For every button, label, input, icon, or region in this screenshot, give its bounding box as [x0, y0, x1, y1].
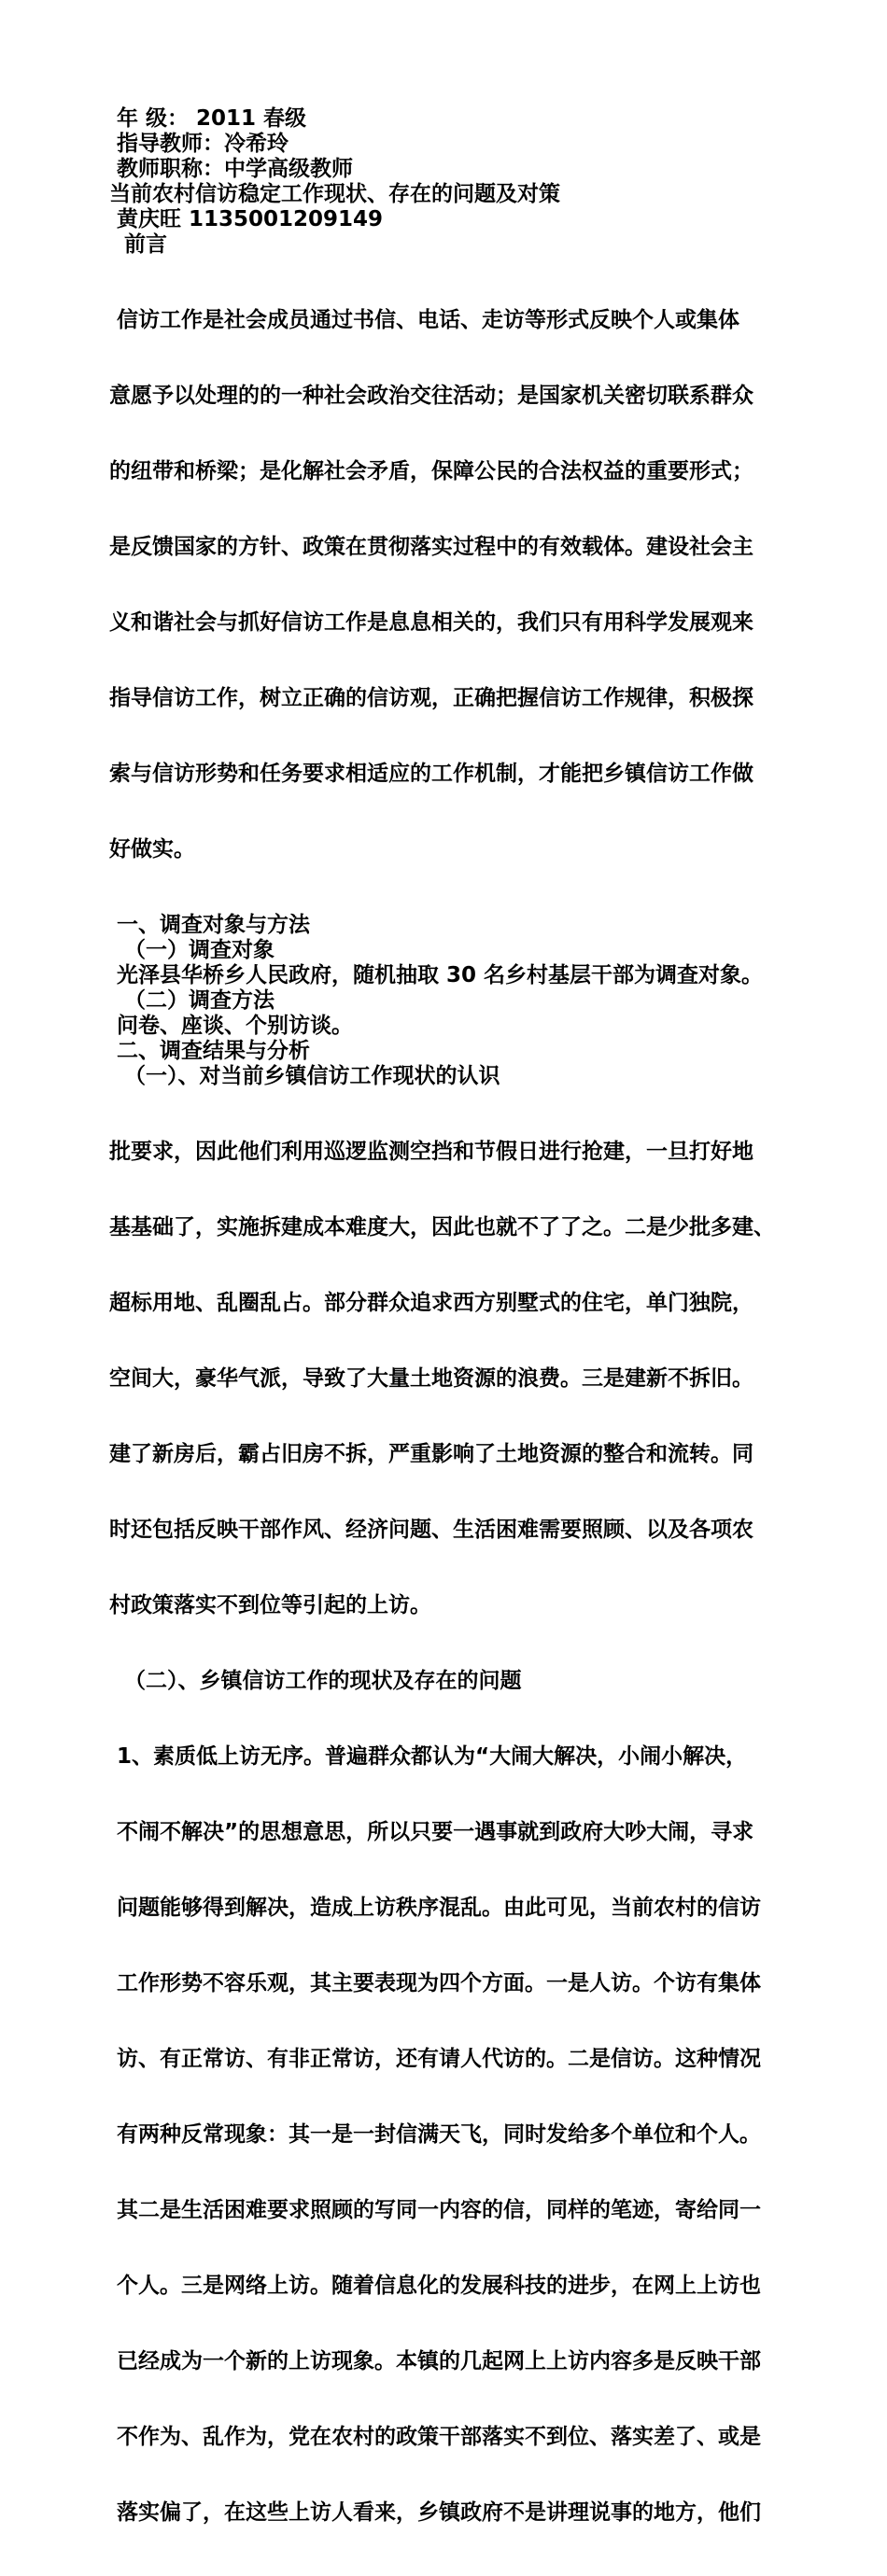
paragraph-line: 个人。三是网络上访。随着信息化的发展科技的进步，在网上上访也	[109, 2274, 762, 2298]
paper-title: 当前农村信访稳定工作现状、存在的问题及对策	[109, 182, 560, 206]
section-heading: 二、调查结果与分析	[109, 1039, 311, 1063]
paragraph-line: 基基础了，实施拆建成本难度大，因此也就不了了之。二是少批多建、	[109, 1215, 775, 1239]
paragraph-line: 不作为、乱作为，党在农村的政策干部落实不到位、落实差了、或是	[109, 2425, 762, 2449]
paragraph-line: 空间大，豪华气派，导致了大量土地资源的浪费。三是建新不拆旧。	[109, 1366, 753, 1391]
subsection-heading: （一）、对当前乡镇信访工作现状的认识	[109, 1064, 500, 1088]
subsection-text: 光泽县华桥乡人民政府，随机抽取 30 名乡村基层干部为调查对象。	[109, 963, 764, 987]
paragraph-line: 意愿予以处理的的一种社会政治交往活动；是国家机关密切联系群众	[109, 384, 753, 408]
paragraph-line: 是反馈国家的方针、政策在贯彻落实过程中的有效载体。建设社会主	[109, 535, 753, 559]
paragraph-line: 问题能够得到解决，造成上访秩序混乱。由此可见，当前农村的信访	[109, 1896, 762, 1920]
paragraph-line: 落实偏了，在这些上访人看来，乡镇政府不是讲理说事的地方，他们	[109, 2500, 762, 2525]
advisor-line: 指导教师：冷希玲	[109, 132, 289, 156]
paragraph-line: 批要求，因此他们利用巡逻监测空挡和节假日进行抢建，一旦打好地	[109, 1140, 753, 1164]
paragraph-line: 指导信访工作，树立正确的信访观，正确把握信访工作规律，积极探	[109, 686, 753, 710]
paragraph-line: 信访工作是社会成员通过书信、电话、走访等形式反映个人或集体	[109, 308, 740, 332]
paragraph-line: 超标用地、乱圈乱占。部分群众追求西方别墅式的住宅，单门独院，	[109, 1291, 753, 1315]
paragraph-line: 建了新房后，霸占旧房不拆，严重影响了土地资源的整合和流转。同	[109, 1442, 753, 1466]
paragraph-line: 工作形势不容乐观，其主要表现为四个方面。一是人访。个访有集体	[109, 1971, 762, 1995]
paragraph-line: 村政策落实不到位等引起的上访。	[109, 1593, 431, 1617]
grade-line: 年 级： 2011 春级	[109, 106, 307, 131]
paragraph-line: 不闹不解决”的思想意思，所以只要一遇事就到政府大吵大闹，寻求	[109, 1820, 754, 1844]
paragraph-line: 时还包括反映干部作风、经济问题、生活困难需要照顾、以及各项农	[109, 1518, 753, 1542]
paragraph-line: 1、素质低上访无序。普遍群众都认为“大闹大解决，小闹小解决，	[109, 1744, 748, 1769]
advisor-title-line: 教师职称：中学高级教师	[109, 157, 354, 181]
preface-paragraph	[109, 258, 791, 913]
subsection-heading: （二）调查方法	[109, 988, 275, 1013]
preface-heading: 前言	[109, 232, 168, 257]
subsection-text: 问卷、座谈、个别访谈。	[109, 1014, 354, 1038]
subsection-heading: （二）、乡镇信访工作的现状及存在的问题	[109, 1669, 522, 1693]
author-line: 黄庆旺 1135001209149	[109, 207, 384, 231]
section-heading: 一、调查对象与方法	[109, 913, 311, 937]
subsection-heading: （一）调查对象	[109, 938, 275, 962]
analysis-paragraph	[109, 1089, 791, 1669]
paragraph-line: 好做实。	[109, 837, 195, 861]
paragraph-line: 已经成为一个新的上访现象。本镇的几起网上上访内容多是反映干部	[109, 2349, 762, 2373]
document-body	[109, 106, 791, 2576]
paragraph-line: 其二是生活困难要求照顾的写同一内容的信，同样的笔迹，寄给同一	[109, 2198, 762, 2222]
paragraph-line: 的纽带和桥梁；是化解社会矛盾，保障公民的合法权益的重要形式；	[109, 459, 753, 483]
paragraph-line: 索与信访形势和任务要求相适应的工作机制，才能把乡镇信访工作做	[109, 762, 753, 786]
paragraph-line: 访、有正常访、有非正常访，还有请人代访的。二是信访。这种情况	[109, 2047, 762, 2071]
paragraph-line: 义和谐社会与抓好信访工作是息息相关的，我们只有用科学发展观来	[109, 610, 753, 635]
paragraph-line: 有两种反常现象：其一是一封信满天飞，同时发给多个单位和个人。	[109, 2122, 762, 2147]
problems-paragraph	[109, 1694, 791, 2576]
